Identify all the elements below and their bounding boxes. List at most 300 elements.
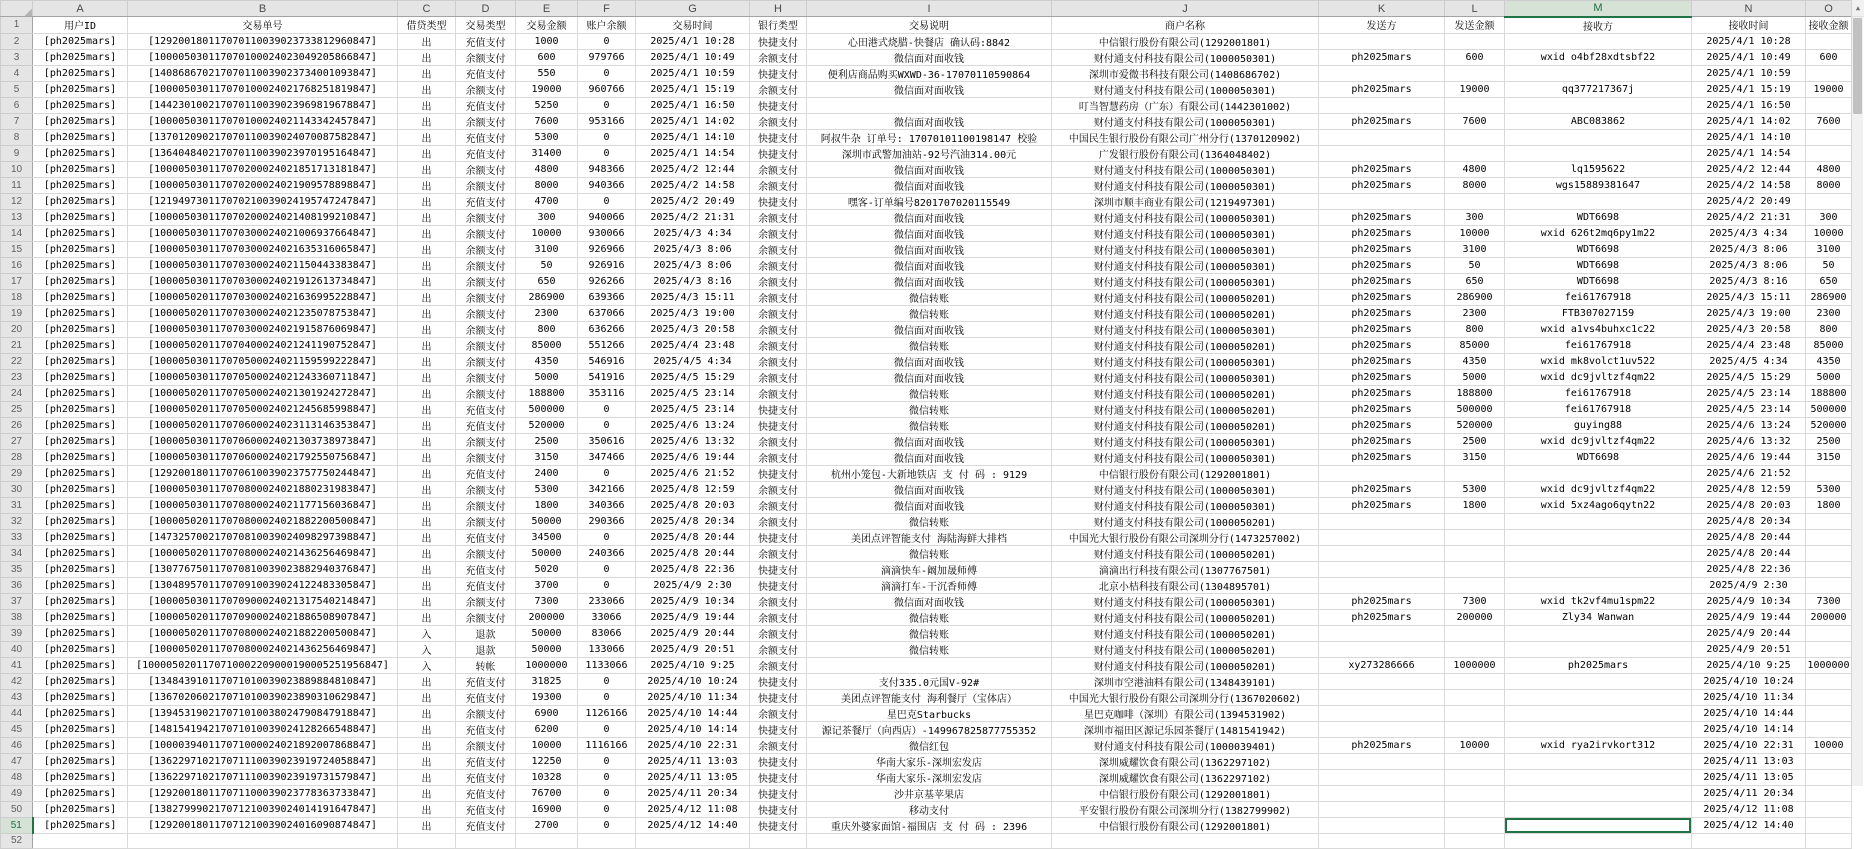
row-header-29[interactable]: 29 — [1, 465, 33, 481]
cell-K27[interactable]: ph2025mars — [1319, 433, 1445, 449]
cell-O50[interactable] — [1806, 801, 1852, 817]
cell-F9[interactable]: 0 — [578, 145, 636, 161]
cell-E5[interactable]: 19000 — [516, 81, 578, 97]
cell-C52[interactable] — [398, 833, 456, 848]
cell-K8[interactable] — [1319, 129, 1445, 145]
cell-E46[interactable]: 10000 — [516, 737, 578, 753]
cell-D17[interactable]: 余额支付 — [456, 273, 516, 289]
cell-E10[interactable]: 4800 — [516, 161, 578, 177]
cell-L23[interactable]: 5000 — [1445, 369, 1505, 385]
column-header-E[interactable]: E — [516, 1, 578, 17]
cell-J49[interactable]: 中信银行股份有限公司(1292001801) — [1052, 785, 1319, 801]
cell-M19[interactable]: FTB307027159 — [1505, 305, 1692, 321]
cell-F38[interactable]: 33066 — [578, 609, 636, 625]
cell-H36[interactable]: 快捷支付 — [750, 577, 807, 593]
cell-O52[interactable] — [1806, 833, 1852, 848]
cell-N50[interactable]: 2025/4/12 11:08 — [1692, 801, 1806, 817]
cell-D30[interactable]: 余额支付 — [456, 481, 516, 497]
cell-G23[interactable]: 2025/4/5 15:29 — [636, 369, 750, 385]
cell-O29[interactable] — [1806, 465, 1852, 481]
cell-L29[interactable] — [1445, 465, 1505, 481]
cell-G52[interactable] — [636, 833, 750, 848]
cell-I33[interactable]: 美团点评智能支付 海陆海鲜大排档 — [807, 529, 1052, 545]
cell-D27[interactable]: 余额支付 — [456, 433, 516, 449]
cell-L40[interactable] — [1445, 641, 1505, 657]
cell-I38[interactable]: 微信转账 — [807, 609, 1052, 625]
cell-B38[interactable]: [100005020117070900024021886508907847] — [128, 609, 398, 625]
cell-B25[interactable]: [100005020117070500024021245685998847] — [128, 401, 398, 417]
cell-N14[interactable]: 2025/4/3 4:34 — [1692, 225, 1806, 241]
cell-O35[interactable] — [1806, 561, 1852, 577]
cell-D2[interactable]: 充值支付 — [456, 33, 516, 49]
cell-O28[interactable]: 3150 — [1806, 449, 1852, 465]
cell-O42[interactable] — [1806, 673, 1852, 689]
cell-N36[interactable]: 2025/4/9 2:30 — [1692, 577, 1806, 593]
cell-E47[interactable]: 12250 — [516, 753, 578, 769]
cell-K1[interactable]: 发送方 — [1319, 17, 1445, 34]
cell-N10[interactable]: 2025/4/2 12:44 — [1692, 161, 1806, 177]
cell-L24[interactable]: 188800 — [1445, 385, 1505, 401]
column-header-N[interactable]: N — [1692, 1, 1806, 17]
cell-M44[interactable] — [1505, 705, 1692, 721]
cell-K11[interactable]: ph2025mars — [1319, 177, 1445, 193]
row-header-11[interactable]: 11 — [1, 177, 33, 193]
cell-O43[interactable] — [1806, 689, 1852, 705]
cell-N44[interactable]: 2025/4/10 14:44 — [1692, 705, 1806, 721]
cell-M21[interactable]: fei61767918 — [1505, 337, 1692, 353]
cell-D42[interactable]: 充值支付 — [456, 673, 516, 689]
cell-O17[interactable]: 650 — [1806, 273, 1852, 289]
cell-H18[interactable]: 余额支付 — [750, 289, 807, 305]
cell-J46[interactable]: 财付通支付科技有限公司(1000039401) — [1052, 737, 1319, 753]
cell-B27[interactable]: [100005030117070600024021303738973847] — [128, 433, 398, 449]
cell-N31[interactable]: 2025/4/8 20:03 — [1692, 497, 1806, 513]
cell-L32[interactable] — [1445, 513, 1505, 529]
cell-G8[interactable]: 2025/4/1 14:10 — [636, 129, 750, 145]
cell-A26[interactable]: [ph2025mars] — [33, 417, 128, 433]
cell-E9[interactable]: 31400 — [516, 145, 578, 161]
cell-F3[interactable]: 979766 — [578, 49, 636, 65]
cell-D35[interactable]: 充值支付 — [456, 561, 516, 577]
cell-A45[interactable]: [ph2025mars] — [33, 721, 128, 737]
cell-E48[interactable]: 10328 — [516, 769, 578, 785]
cell-M9[interactable] — [1505, 145, 1692, 161]
cell-L22[interactable]: 4350 — [1445, 353, 1505, 369]
cell-L13[interactable]: 300 — [1445, 209, 1505, 225]
cell-B50[interactable]: [138279990217071210039024014191647847] — [128, 801, 398, 817]
cell-I3[interactable]: 微信面对面收钱 — [807, 49, 1052, 65]
cell-J3[interactable]: 财付通支付科技有限公司(1000050301) — [1052, 49, 1319, 65]
cell-F10[interactable]: 948366 — [578, 161, 636, 177]
row-header-21[interactable]: 21 — [1, 337, 33, 353]
cell-E51[interactable]: 2700 — [516, 817, 578, 833]
cell-D12[interactable]: 充值支付 — [456, 193, 516, 209]
cell-M22[interactable]: wxid mk8volct1uv522 — [1505, 353, 1692, 369]
cell-E26[interactable]: 520000 — [516, 417, 578, 433]
row-header-31[interactable]: 31 — [1, 497, 33, 513]
cell-D11[interactable]: 余额支付 — [456, 177, 516, 193]
cell-E29[interactable]: 2400 — [516, 465, 578, 481]
cell-G29[interactable]: 2025/4/6 21:52 — [636, 465, 750, 481]
cell-J26[interactable]: 财付通支付科技有限公司(1000050201) — [1052, 417, 1319, 433]
row-header-20[interactable]: 20 — [1, 321, 33, 337]
cell-H52[interactable] — [750, 833, 807, 848]
cell-O14[interactable]: 10000 — [1806, 225, 1852, 241]
cell-L18[interactable]: 286900 — [1445, 289, 1505, 305]
cell-D20[interactable]: 余额支付 — [456, 321, 516, 337]
cell-N20[interactable]: 2025/4/3 20:58 — [1692, 321, 1806, 337]
cell-G26[interactable]: 2025/4/6 13:24 — [636, 417, 750, 433]
cell-B15[interactable]: [100005030117070300024021635316065847] — [128, 241, 398, 257]
cell-G19[interactable]: 2025/4/3 19:00 — [636, 305, 750, 321]
row-header-3[interactable]: 3 — [1, 49, 33, 65]
cell-D4[interactable]: 充值支付 — [456, 65, 516, 81]
cell-G11[interactable]: 2025/4/2 14:58 — [636, 177, 750, 193]
cell-O23[interactable]: 5000 — [1806, 369, 1852, 385]
cell-J20[interactable]: 财付通支付科技有限公司(1000050301) — [1052, 321, 1319, 337]
cell-B39[interactable]: [100005020117070800024021882200500847] — [128, 625, 398, 641]
cell-F15[interactable]: 926966 — [578, 241, 636, 257]
cell-H41[interactable]: 余额支付 — [750, 657, 807, 673]
cell-N9[interactable]: 2025/4/1 14:54 — [1692, 145, 1806, 161]
cell-A3[interactable]: [ph2025mars] — [33, 49, 128, 65]
cell-H30[interactable]: 余额支付 — [750, 481, 807, 497]
cell-K47[interactable] — [1319, 753, 1445, 769]
cell-B14[interactable]: [100005030117070300024021006937664847] — [128, 225, 398, 241]
cell-N4[interactable]: 2025/4/1 10:59 — [1692, 65, 1806, 81]
cell-M4[interactable] — [1505, 65, 1692, 81]
cell-B29[interactable]: [129200180117070610039023757750244847] — [128, 465, 398, 481]
cell-D37[interactable]: 余额支付 — [456, 593, 516, 609]
cell-I27[interactable]: 微信面对面收钱 — [807, 433, 1052, 449]
cell-C51[interactable]: 出 — [398, 817, 456, 833]
cell-G7[interactable]: 2025/4/1 14:02 — [636, 113, 750, 129]
row-header-36[interactable]: 36 — [1, 577, 33, 593]
cell-M11[interactable]: wgs15889381647 — [1505, 177, 1692, 193]
cell-I14[interactable]: 微信面对面收钱 — [807, 225, 1052, 241]
cell-B11[interactable]: [100005030117070200024021909578898847] — [128, 177, 398, 193]
cell-A17[interactable]: [ph2025mars] — [33, 273, 128, 289]
cell-K20[interactable]: ph2025mars — [1319, 321, 1445, 337]
column-header-O[interactable]: O — [1806, 1, 1852, 17]
row-header-40[interactable]: 40 — [1, 641, 33, 657]
cell-F34[interactable]: 240366 — [578, 545, 636, 561]
cell-A44[interactable]: [ph2025mars] — [33, 705, 128, 721]
cell-B20[interactable]: [100005030117070300024021915876069847] — [128, 321, 398, 337]
cell-B42[interactable]: [134843910117071010039023889884810847] — [128, 673, 398, 689]
cell-A7[interactable]: [ph2025mars] — [33, 113, 128, 129]
cell-H26[interactable]: 快捷支付 — [750, 417, 807, 433]
cell-L9[interactable] — [1445, 145, 1505, 161]
cell-M16[interactable]: WDT6698 — [1505, 257, 1692, 273]
cell-H34[interactable]: 余额支付 — [750, 545, 807, 561]
cell-H40[interactable]: 余额支付 — [750, 641, 807, 657]
cell-M46[interactable]: wxid rya2irvkort312 — [1505, 737, 1692, 753]
cell-A4[interactable]: [ph2025mars] — [33, 65, 128, 81]
cell-H51[interactable]: 快捷支付 — [750, 817, 807, 833]
cell-H49[interactable]: 快捷支付 — [750, 785, 807, 801]
row-header-33[interactable]: 33 — [1, 529, 33, 545]
cell-K15[interactable]: ph2025mars — [1319, 241, 1445, 257]
cell-O38[interactable]: 200000 — [1806, 609, 1852, 625]
cell-B41[interactable]: [1000050201170710002209000190005251956847] — [128, 657, 398, 673]
cell-F51[interactable]: 0 — [578, 817, 636, 833]
row-header-4[interactable]: 4 — [1, 65, 33, 81]
cell-A33[interactable]: [ph2025mars] — [33, 529, 128, 545]
row-header-35[interactable]: 35 — [1, 561, 33, 577]
cell-C3[interactable]: 出 — [398, 49, 456, 65]
cell-E15[interactable]: 3100 — [516, 241, 578, 257]
cell-M48[interactable] — [1505, 769, 1692, 785]
cell-C2[interactable]: 出 — [398, 33, 456, 49]
cell-K23[interactable]: ph2025mars — [1319, 369, 1445, 385]
cell-C10[interactable]: 出 — [398, 161, 456, 177]
cell-B30[interactable]: [100005030117070800024021880231983847] — [128, 481, 398, 497]
cell-N11[interactable]: 2025/4/2 14:58 — [1692, 177, 1806, 193]
cell-L39[interactable] — [1445, 625, 1505, 641]
cell-E18[interactable]: 286900 — [516, 289, 578, 305]
cell-H50[interactable]: 快捷支付 — [750, 801, 807, 817]
cell-L26[interactable]: 520000 — [1445, 417, 1505, 433]
cell-I45[interactable]: 源记茶餐厅（向西店）-149967825877755352 — [807, 721, 1052, 737]
cell-H11[interactable]: 余额支付 — [750, 177, 807, 193]
row-header-30[interactable]: 30 — [1, 481, 33, 497]
cell-E32[interactable]: 50000 — [516, 513, 578, 529]
cell-F14[interactable]: 930066 — [578, 225, 636, 241]
cell-K4[interactable] — [1319, 65, 1445, 81]
row-header-13[interactable]: 13 — [1, 209, 33, 225]
cell-A42[interactable]: [ph2025mars] — [33, 673, 128, 689]
cell-E39[interactable]: 50000 — [516, 625, 578, 641]
cell-B19[interactable]: [100005020117070300024021235078753847] — [128, 305, 398, 321]
cell-M2[interactable] — [1505, 33, 1692, 49]
cell-I16[interactable]: 微信面对面收钱 — [807, 257, 1052, 273]
row-header-38[interactable]: 38 — [1, 609, 33, 625]
cell-M42[interactable] — [1505, 673, 1692, 689]
cell-A28[interactable]: [ph2025mars] — [33, 449, 128, 465]
cell-H47[interactable]: 快捷支付 — [750, 753, 807, 769]
cell-I7[interactable]: 微信面对面收钱 — [807, 113, 1052, 129]
row-header-17[interactable]: 17 — [1, 273, 33, 289]
cell-D40[interactable]: 退款 — [456, 641, 516, 657]
column-header-D[interactable]: D — [456, 1, 516, 17]
cell-A9[interactable]: [ph2025mars] — [33, 145, 128, 161]
cell-L20[interactable]: 800 — [1445, 321, 1505, 337]
cell-K35[interactable] — [1319, 561, 1445, 577]
row-header-15[interactable]: 15 — [1, 241, 33, 257]
cell-L33[interactable] — [1445, 529, 1505, 545]
cell-K39[interactable] — [1319, 625, 1445, 641]
cell-E38[interactable]: 200000 — [516, 609, 578, 625]
cell-C19[interactable]: 出 — [398, 305, 456, 321]
row-header-10[interactable]: 10 — [1, 161, 33, 177]
cell-M3[interactable]: wxid o4bf28xdtsbf22 — [1505, 49, 1692, 65]
cell-I22[interactable]: 微信面对面收钱 — [807, 353, 1052, 369]
cell-F24[interactable]: 353116 — [578, 385, 636, 401]
cell-E27[interactable]: 2500 — [516, 433, 578, 449]
cell-D16[interactable]: 余额支付 — [456, 257, 516, 273]
cell-M33[interactable] — [1505, 529, 1692, 545]
cell-N30[interactable]: 2025/4/8 12:59 — [1692, 481, 1806, 497]
cell-E3[interactable]: 600 — [516, 49, 578, 65]
cell-J30[interactable]: 财付通支付科技有限公司(1000050301) — [1052, 481, 1319, 497]
cell-H22[interactable]: 余额支付 — [750, 353, 807, 369]
cell-K32[interactable] — [1319, 513, 1445, 529]
cell-L47[interactable] — [1445, 753, 1505, 769]
select-all-button[interactable] — [1, 1, 33, 17]
cell-J39[interactable]: 财付通支付科技有限公司(1000050201) — [1052, 625, 1319, 641]
cell-K10[interactable]: ph2025mars — [1319, 161, 1445, 177]
cell-B46[interactable]: [100003940117071000024021892007868847] — [128, 737, 398, 753]
cell-F50[interactable]: 0 — [578, 801, 636, 817]
cell-H9[interactable]: 快捷支付 — [750, 145, 807, 161]
cell-M12[interactable] — [1505, 193, 1692, 209]
cell-K28[interactable]: ph2025mars — [1319, 449, 1445, 465]
cell-G30[interactable]: 2025/4/8 12:59 — [636, 481, 750, 497]
cell-H39[interactable]: 余额支付 — [750, 625, 807, 641]
cell-F52[interactable] — [578, 833, 636, 848]
cell-G47[interactable]: 2025/4/11 13:03 — [636, 753, 750, 769]
cell-I42[interactable]: 支付335.0元国V-92# — [807, 673, 1052, 689]
cell-E37[interactable]: 7300 — [516, 593, 578, 609]
cell-I10[interactable]: 微信面对面收钱 — [807, 161, 1052, 177]
column-header-M[interactable]: M — [1505, 1, 1692, 17]
cell-J50[interactable]: 平安银行股份有限公司深圳分行(1382799902) — [1052, 801, 1319, 817]
cell-O15[interactable]: 3100 — [1806, 241, 1852, 257]
cell-K41[interactable]: xy273286666 — [1319, 657, 1445, 673]
cell-N48[interactable]: 2025/4/11 13:05 — [1692, 769, 1806, 785]
cell-G34[interactable]: 2025/4/8 20:44 — [636, 545, 750, 561]
cell-C41[interactable]: 入 — [398, 657, 456, 673]
cell-E6[interactable]: 5250 — [516, 97, 578, 113]
cell-G4[interactable]: 2025/4/1 10:59 — [636, 65, 750, 81]
cell-J21[interactable]: 财付通支付科技有限公司(1000050201) — [1052, 337, 1319, 353]
cell-C4[interactable]: 出 — [398, 65, 456, 81]
cell-I5[interactable]: 微信面对面收钱 — [807, 81, 1052, 97]
cell-G18[interactable]: 2025/4/3 15:11 — [636, 289, 750, 305]
cell-L31[interactable]: 1800 — [1445, 497, 1505, 513]
cell-I46[interactable]: 微信红包 — [807, 737, 1052, 753]
cell-M17[interactable]: WDT6698 — [1505, 273, 1692, 289]
cell-K46[interactable]: ph2025mars — [1319, 737, 1445, 753]
cell-C9[interactable]: 出 — [398, 145, 456, 161]
cell-M50[interactable] — [1505, 801, 1692, 817]
cell-J15[interactable]: 财付通支付科技有限公司(1000050301) — [1052, 241, 1319, 257]
cell-B44[interactable]: [139453190217071010038024790847918847] — [128, 705, 398, 721]
cell-N49[interactable]: 2025/4/11 20:34 — [1692, 785, 1806, 801]
cell-K14[interactable]: ph2025mars — [1319, 225, 1445, 241]
cell-M51[interactable] — [1505, 817, 1692, 833]
cell-D51[interactable]: 充值支付 — [456, 817, 516, 833]
cell-C34[interactable]: 出 — [398, 545, 456, 561]
cell-I19[interactable]: 微信转账 — [807, 305, 1052, 321]
cell-L15[interactable]: 3100 — [1445, 241, 1505, 257]
cell-I30[interactable]: 微信面对面收钱 — [807, 481, 1052, 497]
cell-C21[interactable]: 出 — [398, 337, 456, 353]
cell-H19[interactable]: 余额支付 — [750, 305, 807, 321]
cell-L42[interactable] — [1445, 673, 1505, 689]
cell-E28[interactable]: 3150 — [516, 449, 578, 465]
cell-C35[interactable]: 出 — [398, 561, 456, 577]
cell-G9[interactable]: 2025/4/1 14:54 — [636, 145, 750, 161]
cell-O30[interactable]: 5300 — [1806, 481, 1852, 497]
cell-O6[interactable] — [1806, 97, 1852, 113]
row-header-34[interactable]: 34 — [1, 545, 33, 561]
cell-C5[interactable]: 出 — [398, 81, 456, 97]
cell-O3[interactable]: 600 — [1806, 49, 1852, 65]
cell-A15[interactable]: [ph2025mars] — [33, 241, 128, 257]
cell-O39[interactable] — [1806, 625, 1852, 641]
cell-K36[interactable] — [1319, 577, 1445, 593]
cell-I41[interactable] — [807, 657, 1052, 673]
cell-E24[interactable]: 188800 — [516, 385, 578, 401]
cell-D34[interactable]: 余额支付 — [456, 545, 516, 561]
cell-A41[interactable]: [ph2025mars] — [33, 657, 128, 673]
cell-J19[interactable]: 财付通支付科技有限公司(1000050201) — [1052, 305, 1319, 321]
cell-J2[interactable]: 中信银行股份有限公司(1292001801) — [1052, 33, 1319, 49]
cell-M41[interactable]: ph2025mars — [1505, 657, 1692, 673]
cell-M29[interactable] — [1505, 465, 1692, 481]
cell-A32[interactable]: [ph2025mars] — [33, 513, 128, 529]
cell-C11[interactable]: 出 — [398, 177, 456, 193]
cell-J10[interactable]: 财付通支付科技有限公司(1000050301) — [1052, 161, 1319, 177]
cell-C49[interactable]: 出 — [398, 785, 456, 801]
cell-N15[interactable]: 2025/4/3 8:06 — [1692, 241, 1806, 257]
cell-L10[interactable]: 4800 — [1445, 161, 1505, 177]
cell-F37[interactable]: 233066 — [578, 593, 636, 609]
cell-L46[interactable]: 10000 — [1445, 737, 1505, 753]
column-header-F[interactable]: F — [578, 1, 636, 17]
cell-L36[interactable] — [1445, 577, 1505, 593]
cell-D47[interactable]: 充值支付 — [456, 753, 516, 769]
cell-O12[interactable] — [1806, 193, 1852, 209]
cell-A18[interactable]: [ph2025mars] — [33, 289, 128, 305]
cell-B10[interactable]: [100005030117070200024021851713181847] — [128, 161, 398, 177]
cell-K24[interactable]: ph2025mars — [1319, 385, 1445, 401]
cell-F30[interactable]: 342166 — [578, 481, 636, 497]
cell-J40[interactable]: 财付通支付科技有限公司(1000050201) — [1052, 641, 1319, 657]
cell-G2[interactable]: 2025/4/1 10:28 — [636, 33, 750, 49]
cell-H5[interactable]: 余额支付 — [750, 81, 807, 97]
column-header-G[interactable]: G — [636, 1, 750, 17]
cell-B18[interactable]: [100005020117070300024021636995228847] — [128, 289, 398, 305]
cell-D23[interactable]: 余额支付 — [456, 369, 516, 385]
cell-H29[interactable]: 快捷支付 — [750, 465, 807, 481]
cell-B3[interactable]: [100005030117070100024023049205866847] — [128, 49, 398, 65]
cell-C26[interactable]: 出 — [398, 417, 456, 433]
cell-J31[interactable]: 财付通支付科技有限公司(1000050301) — [1052, 497, 1319, 513]
cell-A24[interactable]: [ph2025mars] — [33, 385, 128, 401]
cell-E17[interactable]: 650 — [516, 273, 578, 289]
cell-H48[interactable]: 快捷支付 — [750, 769, 807, 785]
cell-D52[interactable] — [456, 833, 516, 848]
cell-C30[interactable]: 出 — [398, 481, 456, 497]
cell-D29[interactable]: 充值支付 — [456, 465, 516, 481]
cell-E25[interactable]: 500000 — [516, 401, 578, 417]
cell-L51[interactable] — [1445, 817, 1505, 833]
cell-A16[interactable]: [ph2025mars] — [33, 257, 128, 273]
cell-B21[interactable]: [100005020117070400024021241190752847] — [128, 337, 398, 353]
cell-D10[interactable]: 余额支付 — [456, 161, 516, 177]
cell-M31[interactable]: wxid 5xz4ago6qytn22 — [1505, 497, 1692, 513]
cell-G42[interactable]: 2025/4/10 10:24 — [636, 673, 750, 689]
row-header-23[interactable]: 23 — [1, 369, 33, 385]
cell-H8[interactable]: 快捷支付 — [750, 129, 807, 145]
cell-E21[interactable]: 85000 — [516, 337, 578, 353]
row-header-25[interactable]: 25 — [1, 401, 33, 417]
cell-C29[interactable]: 出 — [398, 465, 456, 481]
cell-E14[interactable]: 10000 — [516, 225, 578, 241]
